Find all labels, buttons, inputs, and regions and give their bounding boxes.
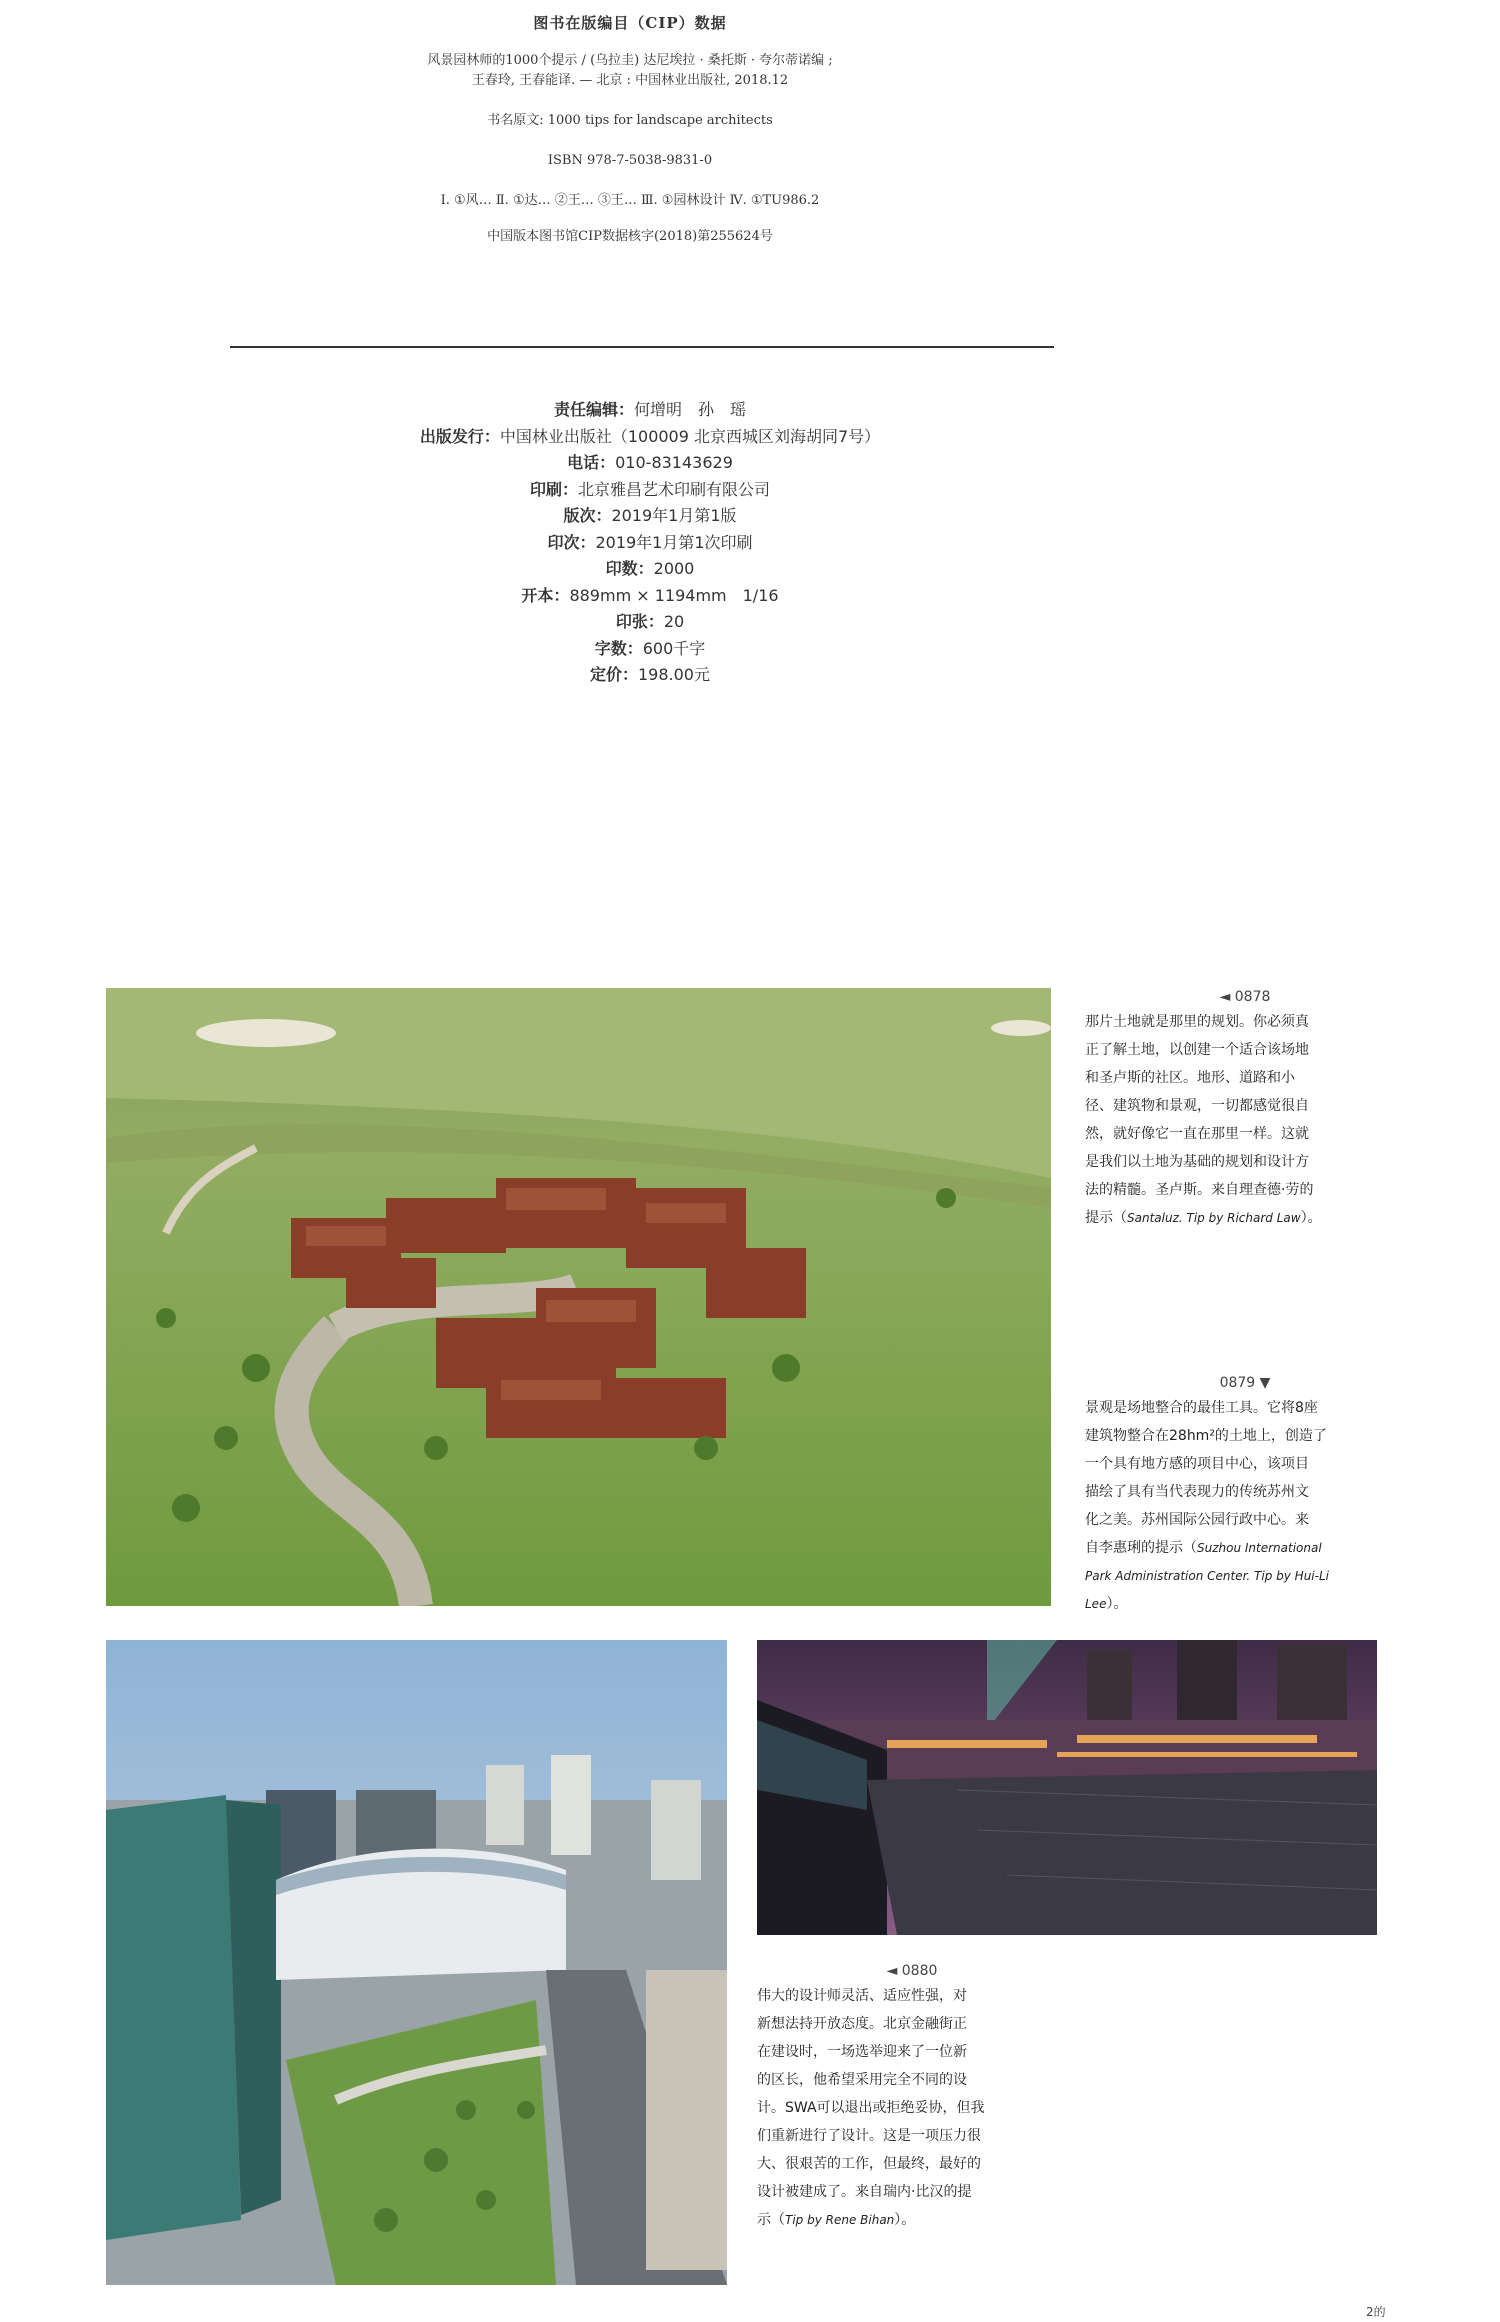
cip-line: Ⅰ. ①风… Ⅱ. ①达… ②王… ③王… Ⅲ. ①园林设计 Ⅳ. ①TU986.2 xyxy=(440,193,820,208)
cip-line: ISBN 978-7-5038-9831-0 xyxy=(547,153,713,168)
caption-line: 建筑物整合在28hm²的土地上，创造了 xyxy=(1085,1428,1327,1444)
caption-line: 化之美。苏州国际公园行政中心。来 xyxy=(1085,1512,1309,1528)
credit-row: 印刷：北京雅昌艺术印刷有限公司 xyxy=(529,479,771,499)
caption-line: 大、很艰苦的工作，但最终，最好的 xyxy=(757,2156,981,2172)
credit-row: 定价：198.00元 xyxy=(589,665,710,684)
caption-line: Lee）。 xyxy=(1085,1596,1128,1612)
caption-line: 新想法持开放态度。北京金融街正 xyxy=(757,2016,967,2032)
caption-line: 示（Tip by Rene Bihan）。 xyxy=(757,2212,916,2228)
caption-line: 伟大的设计师灵活、适应性强，对 xyxy=(757,1988,967,2004)
caption-line: 正了解土地，以创建一个适合该场地 xyxy=(1085,1042,1309,1058)
tip-number: ◄ 0878 xyxy=(1219,989,1271,1005)
suzhou-night-photo xyxy=(757,1640,1377,1935)
caption-line: 一个具有地方感的项目中心，该项目 xyxy=(1085,1456,1309,1472)
credits-block xyxy=(300,397,1000,689)
caption-line: 径、建筑物和景观，一切都感觉很自 xyxy=(1085,1098,1309,1114)
caption-0880 xyxy=(757,1960,1067,2234)
divider-rule xyxy=(230,346,1054,348)
caption-0878 xyxy=(1085,986,1405,1232)
caption-line: 在建设时，一场选举迎来了一位新 xyxy=(757,2044,967,2060)
caption-line: 们重新进行了设计。这是一项压力很 xyxy=(757,2128,981,2144)
caption-line: 和圣卢斯的社区。地形、道路和小 xyxy=(1085,1070,1295,1086)
page-number: 2的 xyxy=(1366,2305,1386,2319)
caption-0879 xyxy=(1085,1372,1405,1618)
caption-line: 计。SWA可以退出或拒绝妥协，但我 xyxy=(757,2100,985,2116)
cip-block xyxy=(200,12,1060,247)
tip-number: ◄ 0880 xyxy=(886,1963,938,1979)
caption-line: 然，就好像它一直在那里一样。这就 xyxy=(1085,1126,1309,1142)
caption-line: 是我们以土地为基础的规划和设计方 xyxy=(1085,1154,1309,1170)
caption-line: 描绘了具有当代表现力的传统苏州文 xyxy=(1085,1484,1309,1500)
credit-row: 出版发行：中国林业出版社（100009 北京西城区刘海胡同7号） xyxy=(419,426,881,446)
credit-row: 版次：2019年1月第1版 xyxy=(563,506,737,525)
caption-line: 设计被建成了。来自瑞内·比汉的提 xyxy=(757,2184,972,2200)
beijing-financial-street-photo xyxy=(106,1640,727,2285)
caption-line: 法的精髓。圣卢斯。来自理查德·劳的 xyxy=(1085,1182,1314,1198)
credit-row: 字数：600千字 xyxy=(594,638,706,658)
caption-line: 提示（Santaluz. Tip by Richard Law）。 xyxy=(1085,1210,1322,1226)
santaluz-aerial-photo xyxy=(106,988,1051,1606)
cip-line: 中国版本图书馆CIP数据核字(2018)第255624号 xyxy=(487,229,773,244)
cip-line: 风景园林师的1000个提示 / (乌拉圭) 达尼埃拉 · 桑托斯 · 夸尔蒂诺编 ; xyxy=(427,53,833,68)
cip-line: 书名原文: 1000 tips for landscape architects xyxy=(487,113,773,128)
caption-line: 景观是场地整合的最佳工具。它将8座 xyxy=(1085,1400,1318,1416)
credit-row: 印张：20 xyxy=(615,612,685,631)
caption-line: Park Administration Center. Tip by Hui-Li xyxy=(1085,1569,1329,1583)
credit-row: 开本：889mm × 1194mm 1/16 xyxy=(521,585,779,605)
caption-line: 的区长，他希望采用完全不同的设 xyxy=(757,2072,967,2088)
credit-row: 印次：2019年1月第1次印刷 xyxy=(547,532,753,552)
cip-line: 王春玲, 王春能译. — 北京 : 中国林业出版社, 2018.12 xyxy=(471,73,789,88)
caption-line: 自李惠琍的提示（Suzhou International xyxy=(1085,1540,1322,1556)
credit-row: 责任编辑：何增明 孙 瑶 xyxy=(553,400,747,419)
caption-line: 那片土地就是那里的规划。你必须真 xyxy=(1085,1014,1309,1030)
cip-title: 图书在版编目（CIP）数据 xyxy=(533,14,727,32)
tip-number: 0879 ▼ xyxy=(1219,1375,1271,1391)
credit-row: 印数：2000 xyxy=(605,559,695,578)
credit-row: 电话：010-83143629 xyxy=(567,453,733,472)
